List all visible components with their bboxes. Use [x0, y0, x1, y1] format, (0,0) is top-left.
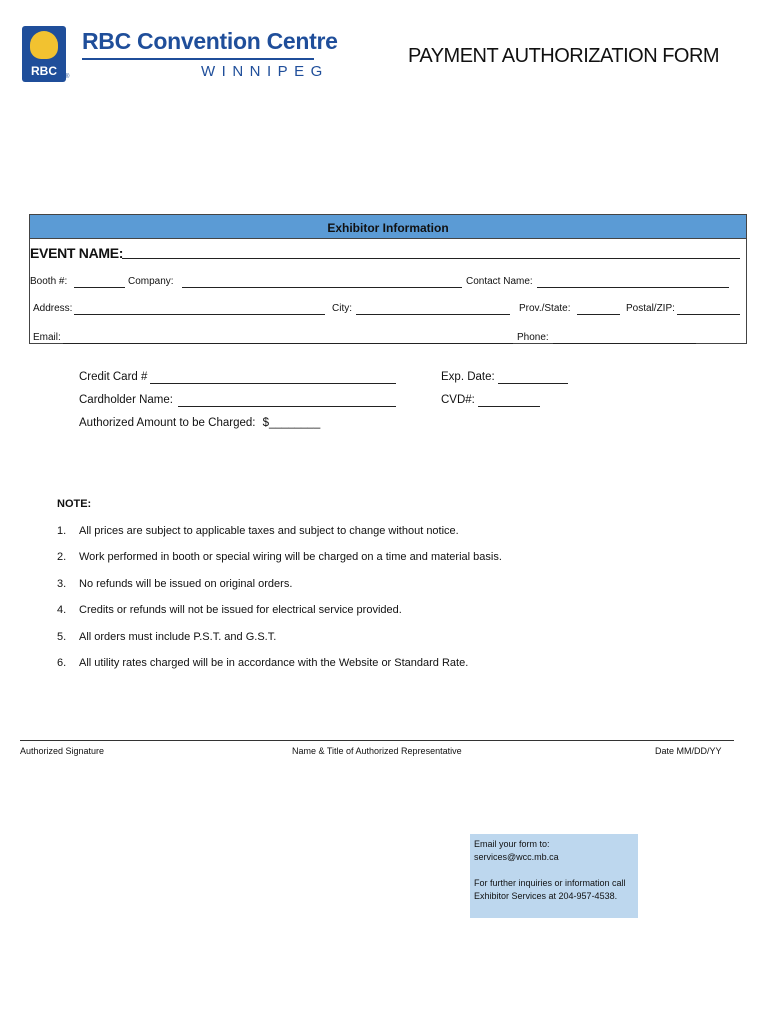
list-item: 6. All utility rates charged will be in accordance with the Website or Standard Rate.: [57, 657, 469, 669]
form-title: PAYMENT AUTHORIZATION FORM: [408, 45, 720, 67]
list-item: 5. All orders must include P.S.T. and G.S.T.: [57, 631, 277, 643]
registered-mark: ®: [65, 74, 70, 80]
credit-card-field[interactable]: [150, 383, 396, 384]
lion-icon: [30, 31, 58, 59]
list-item: 4. Credits or refunds will not be issued for electrical service provided.: [57, 604, 402, 616]
booth-label: Booth #:: [30, 276, 68, 287]
postal-zip-field[interactable]: [677, 314, 740, 315]
city-label: City:: [332, 303, 352, 314]
brand-name: RBC Convention Centre: [82, 28, 338, 54]
exp-date-field[interactable]: [498, 383, 568, 384]
postal-zip-label: Postal/ZIP:: [626, 303, 675, 314]
note-text: All prices are subject to applicable taxes and subject to change without notice.: [79, 525, 459, 537]
cvd-field[interactable]: [478, 406, 540, 407]
list-item: 1. All prices are subject to applicable taxes and subject to change without notice.: [57, 525, 459, 537]
credit-card-label: Credit Card #: [79, 371, 148, 383]
contact-line: Email your form to:: [474, 839, 550, 849]
authorized-amount-label: [79, 417, 320, 429]
contact-box: [470, 834, 638, 918]
date-label: Date MM/DD/YY: [655, 746, 722, 756]
logo-mark-text: RBC: [31, 64, 57, 78]
prov-state-field[interactable]: [577, 314, 620, 315]
phone-label: Phone:: [517, 332, 549, 343]
exhibitor-info-header: Exhibitor Information: [30, 215, 746, 239]
prov-state-label: Prov./State:: [519, 303, 571, 314]
authorized-signature-label: Authorized Signature: [20, 746, 105, 756]
cvd-label: CVD#:: [441, 394, 475, 406]
note-text: No refunds will be issued on original orders.: [79, 578, 293, 590]
signature-line[interactable]: [20, 740, 734, 741]
note-text: Work performed in booth or special wiring will be charged on a time and material basis.: [79, 551, 502, 563]
rbc-logo-icon: [22, 26, 66, 82]
email-label: Email:: [33, 332, 61, 343]
address-label: Address:: [33, 303, 73, 314]
email-field[interactable]: [63, 343, 513, 344]
cardholder-name-label: Cardholder Name:: [79, 394, 173, 406]
contact-phone: Exhibitor Services at 204-957-4538.: [474, 891, 618, 901]
note-text: All orders must include P.S.T. and G.S.T.: [79, 631, 277, 643]
city-field[interactable]: [356, 314, 510, 315]
authorized-amount-field[interactable]: $________: [262, 417, 321, 429]
company-label: Company:: [128, 276, 174, 287]
company-field[interactable]: [182, 287, 462, 288]
authorized-amount-text: Authorized Amount to be Charged:: [79, 417, 256, 429]
phone-field[interactable]: [553, 343, 696, 344]
contact-name-label: Contact Name:: [466, 276, 533, 287]
list-item: 2. Work performed in booth or special wiring will be charged on a time and material basis.: [57, 551, 502, 563]
note-text: All utility rates charged will be in accordance with the Website or Standard Rate.: [79, 657, 469, 669]
list-item: 3. No refunds will be issued on original orders.: [57, 578, 293, 590]
exp-date-label: Exp. Date:: [441, 371, 495, 383]
name-title-label: Name & Title of Authorized Representative: [292, 746, 462, 756]
note-text: Credits or refunds will not be issued for electrical service provided.: [79, 604, 402, 616]
brand-divider: [82, 58, 314, 60]
address-field[interactable]: [74, 314, 325, 315]
event-name-field[interactable]: [122, 258, 740, 259]
booth-field[interactable]: [74, 287, 125, 288]
notes-heading: NOTE:: [57, 498, 92, 510]
cardholder-name-field[interactable]: [178, 406, 396, 407]
contact-email[interactable]: services@wcc.mb.ca: [474, 852, 559, 862]
contact-name-field[interactable]: [537, 287, 729, 288]
event-name-label: EVENT NAME:: [30, 245, 124, 261]
brand-city: WINNIPEG: [201, 63, 329, 80]
contact-line: For further inquiries or information call: [474, 878, 626, 888]
